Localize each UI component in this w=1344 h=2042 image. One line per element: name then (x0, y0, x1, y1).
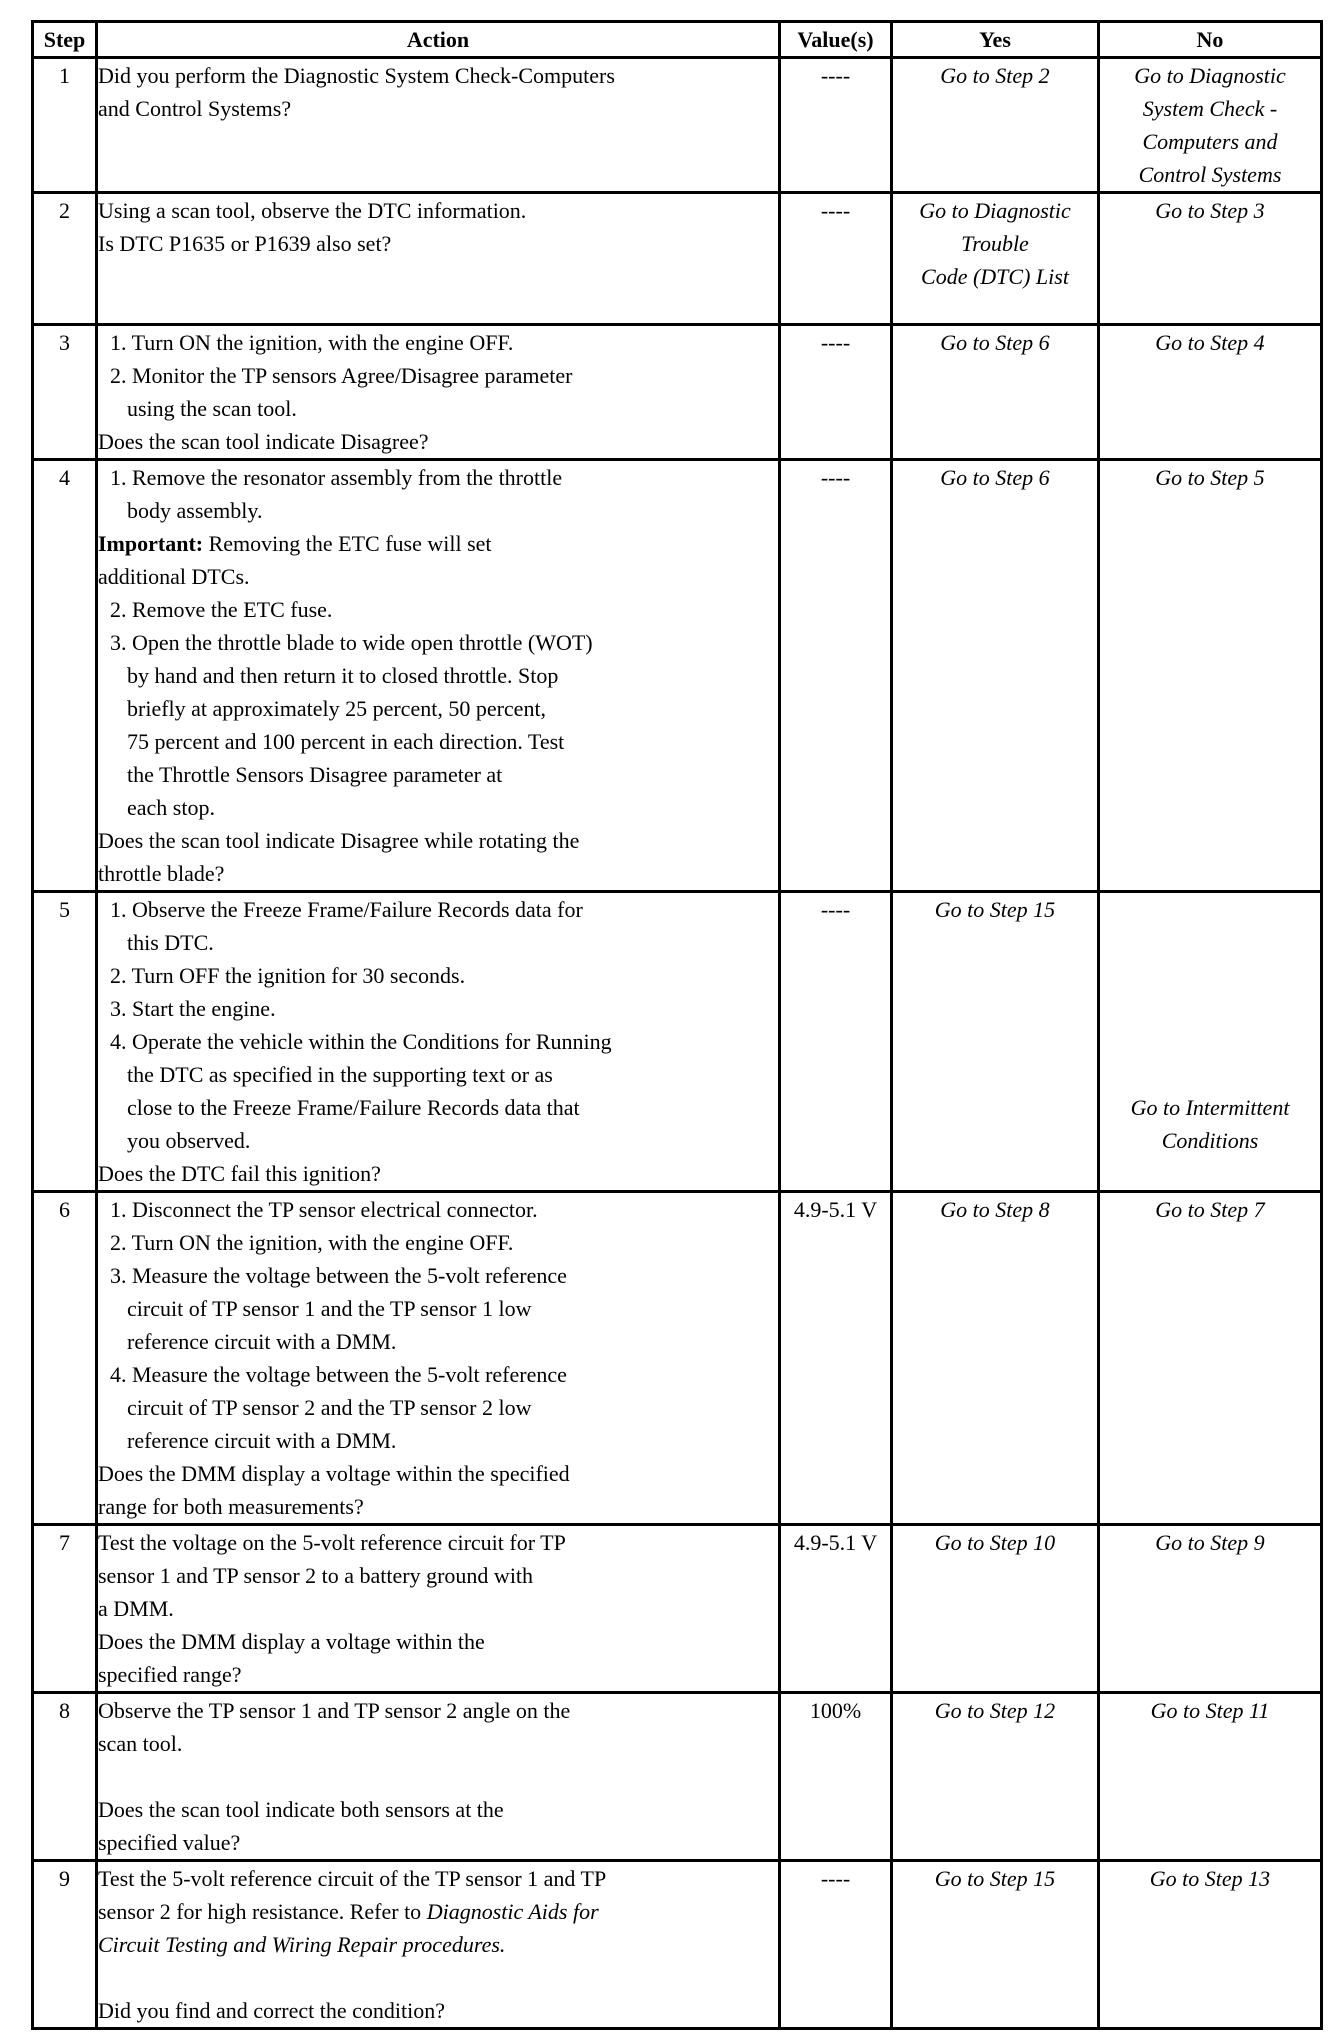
step-number: 3 (33, 325, 97, 460)
action-line: Does the DTC fail this ignition? (98, 1161, 381, 1186)
action-line: Did you find and correct the condition? (98, 1998, 446, 2023)
no-cell: Go to Step 13 (1099, 1861, 1322, 2029)
yes-cell: Go to Step 6 (892, 325, 1099, 460)
action-line: 1. Remove the resonator assembly from the throttle (110, 465, 563, 490)
no-cell: Go to Step 11 (1099, 1693, 1322, 1861)
header-values: Value(s) (780, 22, 892, 58)
important-label: Important: (98, 531, 204, 556)
action-line: Using a scan tool, observe the DTC information. (98, 198, 527, 223)
no-line: Go to Diagnostic (1134, 63, 1286, 88)
value-cell: 100% (780, 1693, 892, 1861)
step-number: 9 (33, 1861, 97, 2029)
value-cell: ---- (780, 892, 892, 1192)
action-cell (97, 460, 780, 892)
action-cell (97, 58, 780, 193)
no-line: Control Systems (1138, 162, 1282, 187)
yes-line: Go to Diagnostic (919, 198, 1071, 223)
value-cell: ---- (780, 325, 892, 460)
action-line: 3. Open the throttle blade to wide open throttle (WOT) (110, 630, 593, 655)
action-line: Does the scan tool indicate Disagree? (98, 429, 429, 454)
step-number: 1 (33, 58, 97, 193)
value-cell: ---- (780, 193, 892, 325)
action-line: Observe the TP sensor 1 and TP sensor 2 angle on the (98, 1698, 571, 1723)
yes-cell: Go to Step 6 (892, 460, 1099, 892)
important-text: Removing the ETC fuse will set (203, 531, 492, 556)
action-cell (97, 1861, 780, 2029)
table-row (33, 193, 1322, 325)
action-line: close to the Freeze Frame/Failure Records data that (127, 1095, 580, 1120)
header-step: Step (33, 22, 97, 58)
action-line: Test the voltage on the 5-volt reference circuit for TP (98, 1530, 566, 1555)
no-cell (1099, 892, 1322, 1192)
action-line: Did you perform the Diagnostic System Check-Computers (98, 63, 615, 88)
action-line: Does the DMM display a voltage within the (98, 1629, 485, 1654)
no-line: Go to Intermittent (1130, 1095, 1290, 1120)
step-number: 8 (33, 1693, 97, 1861)
action-line: 2. Turn OFF the ignition for 30 seconds. (110, 963, 466, 988)
no-cell: Go to Step 5 (1099, 460, 1322, 892)
action-cell (97, 1693, 780, 1861)
table-row (33, 460, 1322, 892)
action-line: Does the scan tool indicate Disagree while rotating the (98, 828, 580, 853)
spacer (98, 1760, 778, 1793)
action-line: each stop. (127, 795, 215, 820)
action-cell (97, 892, 780, 1192)
action-line: circuit of TP sensor 1 and the TP sensor 1 low (127, 1296, 532, 1321)
action-line: Is DTC P1635 or P1639 also set? (98, 231, 392, 256)
reference-link-text: Diagnostic Aids for (426, 1899, 599, 1924)
no-cell (1099, 58, 1322, 193)
step-number: 4 (33, 460, 97, 892)
reference-link-text: Circuit Testing and Wiring Repair procedures. (98, 1932, 506, 1957)
action-line: 3. Start the engine. (110, 996, 276, 1021)
action-line: 75 percent and 100 percent in each direction. Test (127, 729, 565, 754)
spacer (98, 1961, 778, 1994)
diagnostic-table (31, 20, 1323, 2030)
action-cell (97, 193, 780, 325)
action-line: the Throttle Sensors Disagree parameter at (127, 762, 503, 787)
header-action: Action (97, 22, 780, 58)
action-line: body assembly. (127, 498, 263, 523)
action-line: a DMM. (98, 1596, 174, 1621)
header-no: No (1099, 22, 1322, 58)
action-line: specified value? (98, 1830, 241, 1855)
table-row (33, 1192, 1322, 1525)
value-cell: ---- (780, 1861, 892, 2029)
important-note (98, 527, 778, 560)
table-row (33, 1693, 1322, 1861)
action-line: 4. Operate the vehicle within the Conditions for Running (110, 1029, 612, 1054)
table-row (33, 325, 1322, 460)
action-cell (97, 1192, 780, 1525)
table-row (33, 1861, 1322, 2029)
yes-cell (892, 193, 1099, 325)
action-line: Does the DMM display a voltage within the specified (98, 1461, 570, 1486)
no-cell: Go to Step 9 (1099, 1525, 1322, 1693)
action-line: Test the 5-volt reference circuit of the TP sensor 1 and TP (98, 1866, 607, 1891)
value-cell: ---- (780, 460, 892, 892)
yes-cell: Go to Step 12 (892, 1693, 1099, 1861)
action-line: range for both measurements? (98, 1494, 364, 1519)
action-line: using the scan tool. (127, 396, 297, 421)
action-line: additional DTCs. (98, 564, 250, 589)
no-cell: Go to Step 4 (1099, 325, 1322, 460)
action-text: sensor 2 for high resistance. Refer to (98, 1899, 427, 1924)
step-number: 2 (33, 193, 97, 325)
action-line: 3. Measure the voltage between the 5-volt reference (110, 1263, 567, 1288)
no-line: System Check - (1142, 96, 1278, 121)
step-number: 5 (33, 892, 97, 1192)
action-line: this DTC. (127, 930, 214, 955)
yes-cell: Go to Step 15 (892, 892, 1099, 1192)
action-line: 4. Measure the voltage between the 5-volt reference (110, 1362, 567, 1387)
table-row (33, 892, 1322, 1192)
step-number: 6 (33, 1192, 97, 1525)
action-cell (97, 1525, 780, 1693)
action-line: the DTC as specified in the supporting text or as (127, 1062, 553, 1087)
action-line: and Control Systems? (98, 96, 292, 121)
action-line: scan tool. (98, 1731, 183, 1756)
yes-cell: Go to Step 10 (892, 1525, 1099, 1693)
action-line: reference circuit with a DMM. (127, 1329, 397, 1354)
action-line: sensor 1 and TP sensor 2 to a battery ground with (98, 1563, 534, 1588)
action-line: briefly at approximately 25 percent, 50 percent, (127, 696, 547, 721)
action-line: 1. Disconnect the TP sensor electrical connector. (110, 1197, 538, 1222)
action-cell (97, 325, 780, 460)
table-row (33, 1525, 1322, 1693)
action-line: reference circuit with a DMM. (127, 1428, 397, 1453)
no-cell: Go to Step 3 (1099, 193, 1322, 325)
yes-line: Trouble (961, 231, 1029, 256)
no-cell: Go to Step 7 (1099, 1192, 1322, 1525)
yes-line: Code (DTC) List (921, 264, 1069, 289)
action-line (98, 1895, 778, 1928)
header-row (33, 22, 1322, 58)
action-line: throttle blade? (98, 861, 225, 886)
no-line: Computers and (1142, 129, 1278, 154)
action-line: 2. Turn ON the ignition, with the engine OFF. (110, 1230, 514, 1255)
value-cell: 4.9-5.1 V (780, 1192, 892, 1525)
action-line: 1. Observe the Freeze Frame/Failure Records data for (110, 897, 583, 922)
yes-cell: Go to Step 15 (892, 1861, 1099, 2029)
action-line: specified range? (98, 1662, 242, 1687)
action-line: 1. Turn ON the ignition, with the engine OFF. (110, 330, 514, 355)
table-row (33, 58, 1322, 193)
step-number: 7 (33, 1525, 97, 1693)
value-cell: ---- (780, 58, 892, 193)
yes-cell: Go to Step 8 (892, 1192, 1099, 1525)
action-line: Does the scan tool indicate both sensors at the (98, 1797, 504, 1822)
header-yes: Yes (892, 22, 1099, 58)
no-line: Conditions (1161, 1128, 1259, 1153)
action-line: 2. Remove the ETC fuse. (110, 597, 333, 622)
action-line: you observed. (127, 1128, 251, 1153)
action-line: 2. Monitor the TP sensors Agree/Disagree parameter (110, 363, 573, 388)
value-cell: 4.9-5.1 V (780, 1525, 892, 1693)
action-line: by hand and then return it to closed throttle. Stop (127, 663, 559, 688)
yes-cell: Go to Step 2 (892, 58, 1099, 193)
action-line: circuit of TP sensor 2 and the TP sensor 2 low (127, 1395, 532, 1420)
